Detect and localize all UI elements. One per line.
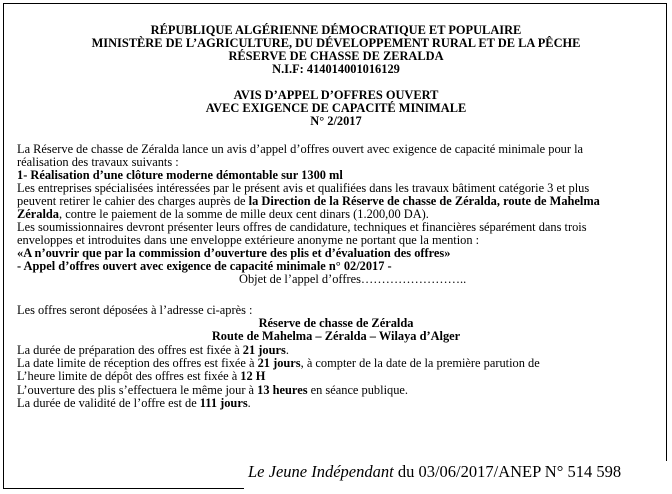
tender-reference: - Appel d’offres ouvert avec exigence de capacité minimale n° 02/2017 - — [17, 259, 392, 273]
newspaper-name: Le Jeune Indépendant — [248, 462, 394, 481]
deposit-address-2: Route de Mahelma – Zéralda – Wilaya d’Alger — [211, 329, 461, 343]
opening-session-value: 13 heures — [257, 383, 308, 397]
deadline-hour-value: 12 H — [240, 369, 266, 383]
p2-line3-text: , contre le paiement de la somme de mille deux cent dinars (1.200,00 DA). — [59, 207, 429, 221]
p3-line1: Les soumissionnaires devront présenter leurs offres de candidature, techniques et financières séparément dans trois — [17, 220, 587, 234]
header-republic: RÉPUBLIQUE ALGÉRIENNE DÉMOCRATIQUE ET POPULAIRE — [150, 23, 522, 37]
deposit-intro: Les offres seront déposées à l’adresse ci-après : — [17, 303, 253, 317]
tender-object: Objet de l’appel d’offres…………………….. — [239, 272, 467, 286]
p2-line1: Les entreprises spécialisées intéressées par le présent avis et qualifiées dans les travaux bâtiment catégorie 3 et plus — [17, 181, 590, 195]
direction-address: la Direction de la Réserve de chasse de Zéralda, route de Mahelma — [248, 194, 600, 208]
deadline-hour — [17, 370, 265, 383]
publication-reference: du 03/06/2017/ANEP N° 514 598 — [393, 462, 622, 481]
prep-duration-value: 21 jours — [242, 343, 286, 357]
title-line1: AVIS D’APPEL D’OFFRES OUVERT — [233, 88, 439, 102]
deadline-date-text: La date limite de réception des offres est fixée à — [17, 356, 258, 370]
validity-duration-value: 111 jours — [199, 396, 248, 410]
deadline-date-end: , à compter de la date de la première parution de — [300, 356, 540, 370]
deposit-address-1: Réserve de chasse de Zéralda — [258, 316, 414, 330]
validity-duration-end: . — [247, 396, 251, 410]
validity-duration — [17, 397, 251, 410]
envelope-mention: «A n’ouvrir que par la commission d’ouverture des plis et d’évaluation des offres» — [17, 246, 451, 260]
header-reserve: RÉSERVE DE CHASSE DE ZERALDA — [228, 49, 444, 63]
header-ministry: MINISTÈRE DE L’AGRICULTURE, DU DÉVELOPPEMENT RURAL ET DE LA PÊCHE — [91, 36, 581, 50]
deadline-hour-text: L’heure limite de dépôt des offres est fixée à — [17, 369, 241, 383]
works-item: 1- Réalisation d’une clôture moderne démontable sur 1300 ml — [17, 168, 343, 182]
header-nif: N.I.F: 414014001016129 — [272, 62, 400, 76]
p1-line1: La Réserve de chasse de Zéralda lance un avis d’appel d’offres ouvert avec exigence de capacité minimale pour la — [17, 142, 584, 156]
opening-session-text: L’ouverture des plis s’effectuera le même jour à — [17, 383, 258, 397]
title-number: N° 2/2017 — [310, 114, 362, 128]
title-line2: AVEC EXIGENCE DE CAPACITÉ MINIMALE — [205, 101, 467, 115]
publication-footer — [248, 462, 621, 482]
p1-line2: réalisation des travaux suivants : — [17, 155, 179, 169]
p3-line2: enveloppes et introduites dans une enveloppe extérieure anonyme ne portant que la mention : — [17, 233, 480, 247]
opening-session-end: en séance publique. — [307, 383, 408, 397]
p2-line2-text: peuvent retirer le cahier des charges auprès de — [17, 194, 249, 208]
validity-duration-text: La durée de validité de l’offre est de — [17, 396, 200, 410]
zeralda-label: Zéralda — [17, 207, 59, 221]
deadline-date-value: 21 jours — [257, 356, 301, 370]
prep-duration-end: . — [285, 343, 289, 357]
prep-duration-text: La durée de préparation des offres est fixée à — [17, 343, 243, 357]
